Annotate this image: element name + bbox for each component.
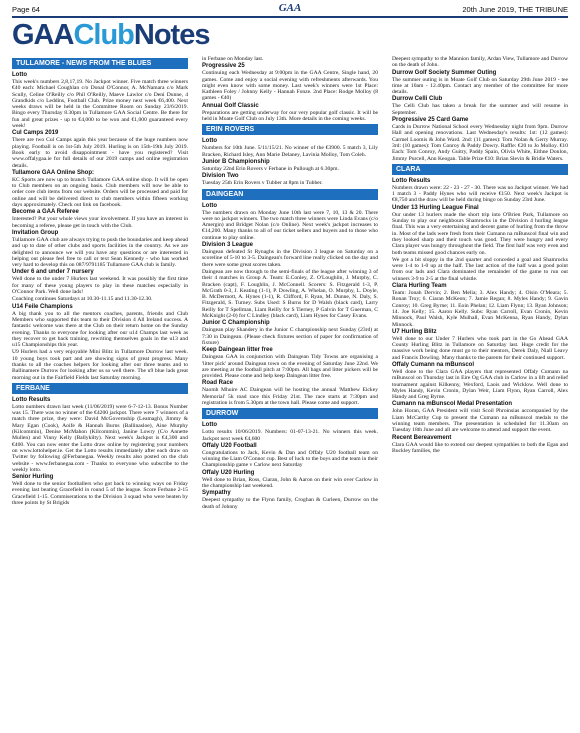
body-paragraph: Clara GAA would like to extend our deepest sympathies to both the Egan and Buckley families, the bbox=[392, 441, 568, 454]
header-rule bbox=[12, 16, 568, 18]
subheading: Lotto Results bbox=[392, 177, 431, 184]
subheading: Cul Camps 2019 bbox=[12, 130, 59, 137]
body-paragraph: Deepest sympathy to the Mannion family, Ardan View, Tullamore and Durrow on the death of John. bbox=[392, 56, 568, 69]
subheading: Offaly U20 Hurling bbox=[202, 469, 255, 476]
club-section-banner: DURROW bbox=[202, 408, 378, 419]
body-paragraph: Well done to Brian, Ross, Ciaran, John & Aaron on their win over Carlow in the championship last weekend. bbox=[202, 476, 378, 490]
subheading: Lotto bbox=[202, 202, 217, 209]
subheading: Progressive 25 bbox=[202, 63, 245, 70]
subheading: Durrow Golf Society Summer Outing bbox=[392, 69, 497, 76]
body-paragraph: Cards in Durrow National School every Wednesday night from 9pm. Durrow Hall and opening renovations. Last Wednesday's results: 1st: (12 games): Carmel Loomis & John Ward. 2nd: (11 games): Tom Nolan & Gerry Murray. 3rd: (10 games): Tom Conroy & Paddy Dowry. Raffle: €20 to Jo Molloy. €10 Each: Tom Conroy, Andy Guitry, Paddy Spain, Olivia White, Eithne Donlon, Jimmy Purcell, Ann Keogan. Table Prize €10: Brian Slevin & Bridie Waters. bbox=[392, 124, 568, 162]
body-paragraph: John Horan, GAA President will visit Scoil Phroinsias accompanied by the Liam McCarthy Cup to present the Cumann na mBunscol medals to the winning team members. The presentation is scheduled for 11.30am on Tuesday 18th June and all are welcome to attend and support the event. bbox=[392, 408, 568, 434]
body-paragraph: Tuesday 25th Erin Rovers v Tubber at 8pm in Tubber. bbox=[202, 180, 323, 187]
body-paragraph: Daingean play Shandery in the Junior C championship next Sunday (23rd) at 7:30 in Daingean. (Please check fixtures section of paper for confirmation of fixture) bbox=[202, 327, 378, 346]
masthead-gaa: GAA bbox=[12, 19, 74, 51]
column-1 bbox=[12, 56, 188, 729]
body-paragraph: There are two Cul Camps again this year because of the huge numbers now playing. Football is on 1st-5th July 2019. Hurling is on 15th-19th July 2019. Book early to avoid disappointment - have you registered? Visit www.offalygaa.ie for full details of our 2019 camps and online registration details. bbox=[12, 137, 188, 169]
subheading: Senior Hurling bbox=[12, 474, 54, 481]
subheading: Invitation Group bbox=[12, 229, 59, 236]
subheading: Junior B Championship bbox=[202, 158, 270, 165]
body-paragraph: This week's numbers 2,8,17,19. No Jackpot winner. Five match three winners €40 each: Michael Coughlan c/o Donal O'Connor, A. McNamara c/o Mark Scully, Celine O'Reilly c/o Phil O'Reilly, Maeve Lawlor c/o Deni Dunne, 4 Grandkids c/o Leddins, Football Club. Prize money next week €6,400. Next weeks draws will be held in the Committee Room on Sunday 23/6/2019. Bingo every Thursday 8.30pm in Tullamore GAA Social Centre. Be there for fun and great prizes - up to €4,000 to be won and €1,000 guaranteed every week! bbox=[12, 79, 188, 130]
subheading: Offaly U20 Football bbox=[202, 442, 257, 449]
subheading: Junior C Championship bbox=[202, 320, 270, 327]
body-paragraph: Lotto results 10/06/2019. Numbers: 01-07-13-21. No winners this week. Jackpot next week €4,600 bbox=[202, 429, 378, 442]
body-paragraph: Preparations are getting underway for our very popular golf classic. It will be held in Moate Golf Club on July 13th. More details in the coming weeks. bbox=[202, 109, 378, 123]
body-paragraph: Lotto numbers drawn last week (11/06/2019) were 6-7-12-13. Bonus Number was 15. There was no winner of the €4200 jackpot. There were 7 winners of a match three prize, they were: David McGovernship (Leamagh), Jimmy & Mary Egan (Cook), Aoife & Hannah Burns (Ballinasloe), Aine Murphy (Kilcommin), Denise McMahon (Kilcommin), Janine Lowry (C/o Annette Mullen) and Vinny Kelly (Ballykilty). Next week's Jackpot is €4,300 and €400. You can now enter the Lotto draw online by registering your numbers on www.lottohelper.ie. Get the Lotto results immediately after each draw on Twitter by following @Ferbanegaa. Weekly results also posted on the club website - www.ferbanegaa.com - Thanks to everyone who subscribe to the weekly lotto. bbox=[12, 403, 188, 473]
body-paragraph: Daingean defeated St Rynaghs in the Division 3 league on Saturday on a scoreline of 5-10 to 3-5. Daingean's forward line really clicked on the day and there were some great scores taken. bbox=[202, 249, 378, 268]
body-paragraph: U9 Hurlers had a very enjoyable Mini Blitz in Tullamore Durrow last week. 10 young boys took part and are showing signs of great progress. Many thanks to all the coaches helpers for looking after our three teams and to Ballinamere Durrow for looking after us so well there. The u9 blue lads great morning out in the Fairfield Fields last Saturday morning. bbox=[12, 349, 188, 381]
body-paragraph: The Celli Club has taken a break for the summer and will resume in September. bbox=[392, 103, 568, 116]
body-paragraph: Daingean GAA in conjunction with Daingean Tidy Towns are organising a 'litter pick' around Daingean town on the evening of Saturday June 22nd. We are meeting at the football pitch at 7:00pm. All bags and litter pickers will be provided. Please come and help keep Daingean litter free. bbox=[202, 354, 378, 380]
body-paragraph: Team: Jonah Dervin; 2. Ben Melia; 3. Alex Handy; 4. Oisin O'Meara; 5. Ronan Troy; 6. Ciaran McKeon; 7. Jamie Regan; 8. Myles Handy; 9. Gavin Conroy; 10. Greg Byrne; 11. Eoin Phelan; 12. Liam Flynn; 13. Ryan Johnson; 14. Joe Kelly; 15. Aaron Kelly. Subs: Ryan Carroll, Evan Cronin, Kevin Minnock, Paul Walsh, Kyle Mulhall, Evan McKenna, Ryan Handy, Dylan Minnock. bbox=[392, 290, 568, 328]
subheading: Road Race bbox=[202, 380, 234, 387]
body-paragraph: Well done to the Clara GAA players that represented Offaly Cumann na mBunscol on Thursday last in Eire Og GAA club in Carlow in a lift and relief tournament against Kilkenny, Wexford, Laois and Wicklow. Well done to Myles Handy, Kevin Cronin, Dylan Weir, Liam Flynn, Ryan Carroll, Alex Handy and Greg Byrne. bbox=[392, 368, 568, 401]
body-paragraph: Deepest sympathy to the Flynn family, Croghan & Curleen, Durrow on the death of Johnny bbox=[202, 497, 378, 510]
body-paragraph: in Ferbane on Monday last. bbox=[202, 56, 264, 62]
body-paragraph: Congratulations to Jack, Kevin & Dan and Offaly U20 football team on winning the Liam O'Connor cup. Best of luck to the boys and the team in their Championship game v Carlow next Saturday bbox=[202, 449, 378, 469]
subheading: Clara Hurling Team bbox=[392, 283, 447, 290]
subheading: Lotto bbox=[202, 138, 217, 145]
subheading: Progressive 25 Card Game bbox=[392, 117, 469, 124]
subheading: U14 Feile Champions bbox=[12, 303, 73, 310]
masthead-club: Club bbox=[73, 19, 134, 51]
section-title: GAA bbox=[278, 2, 302, 14]
body-paragraph: Coaching continues Saturdays at 10.30-11.15 and 11.30-12.30. bbox=[12, 296, 153, 303]
body-paragraph: Daingean are now through to the semi-finals of the league after winning 3 of their 4 matches in Group A. Team: E.Conley, Z. O'Loughlin, J. Murphy, C. Bracken (capt), F. Loughlin, J. McConnell. Scorers: S. Fitzgerald 1-3, P. McGrath 0-3, J. Keating (1-1), P. Dowling, A. Whelan, O. Murphy, L. Doyle, B. McDermott, A. Hynes (1-1), R. Clifford, F. Ryan, M. Dunne, N. Daly, S. Fitzgerald, S. Turney. Subs Used: S Burns for D Walsh (black card), Larry Reilly for T Spellman, Liam Reilly for S Tierney, P Galvin for T Guerman, C McKnight (2-0) for C Lindley (black card), Liam Hynes for Casey Evans. bbox=[202, 268, 378, 320]
body-paragraph: Well done to our Under 7 Hurlers who took part in the Go Ahead GAA County Hurling Blitz in Tullamore on Saturday last. Huge credit for the massive work being done must go to their mentors, Derek Daly, Niall Leavy and Francis Dowling. Many thanks to the parents for their continued support. bbox=[392, 335, 568, 361]
subheading: Sympathy bbox=[202, 490, 231, 497]
subheading: U7 Hurling Blitz bbox=[392, 328, 437, 335]
body-paragraph: Well done to the under 7 Hurlers last weekend. It was possibly the first time for many of these young players to play in these matches especially in O'Connor Park. Well done lads! bbox=[12, 276, 188, 296]
body-paragraph: KC Sports are now up to branch Tullamore GAA online shop. It will be open to Club members on an ongoing basis. Club members will now be able to order core club items from our website. Orders will be processed and paid for online and will be delivered direct to club members within fifteen working days approximately. Check out link on facebook. bbox=[12, 176, 188, 209]
subheading: Offaly Cumann na mBunscol bbox=[392, 361, 475, 368]
subheading: Under 13 Hurling League Final bbox=[392, 204, 479, 211]
body-paragraph: Naomh Mhuire AC Daingean will be hosting the annual 'Matthew Eickey Memorial' 5k road race this Friday 21st. The race starts at 7:30pm and registration is from 5.30pm at the town hall. Please come and support. bbox=[202, 387, 378, 406]
subheading: Durrow Celli Club bbox=[392, 96, 443, 103]
body-paragraph: Numbers for 10th June. 5/11/15/21. No winner of the €3900. 5 match 3, Lily Bracken, Richard Isley, Ann Marie Delaney, Lavinia Molloy, Tom Coleh. bbox=[202, 145, 378, 158]
club-section-banner: CLARA bbox=[392, 164, 568, 175]
club-section-banner: ERIN ROVERS bbox=[202, 124, 378, 135]
subheading: Under 6 and under 7 nursery bbox=[12, 269, 94, 276]
subheading: Tullamore GAA Online Shop: bbox=[12, 169, 95, 176]
issue-date: 20th June 2019, THE TRIBUNE bbox=[462, 5, 568, 14]
subheading: Annual Golf Classic bbox=[202, 102, 259, 109]
subheading: Become a GAA Referee bbox=[12, 209, 79, 216]
column-2 bbox=[202, 56, 378, 729]
club-section-banner: DAINGEAN bbox=[202, 189, 378, 200]
body-paragraph: Our under 13 hurlers made the short trip into O'Brien Park, Tullamore on Sunday to play our neighbours Shamrocks in the Division 4 hurling league final. This was a very entertaining and decent game of hurling from the throw in. Most of the lads were fresh from their Cumann na mBunscol final win and they looked sharp and their touch was good. They were hungry and every Clara player was hungry throughout the field. The first half was very even and both teams missed good chances early on. bbox=[392, 211, 568, 256]
body-paragraph: Saturday 22nd Erin Rovers v Ferbane in Pullough at 6.30pm. bbox=[202, 165, 339, 172]
body-paragraph: A big thank you to all the mentors coaches, parents, friends and Club Members who supported this team to their Division 4 All Ireland success. A fantastic welcome was there at the Club on their return home on the Sunday evening. Thanks to everyone for looking after our u14 Champs last week as they recover to get back training, rewriting themselves goals in the u13 and u15 Championships this year. bbox=[12, 310, 188, 349]
club-section-banner: TULLAMORE - NEWS FROM THE BLUES bbox=[12, 58, 188, 69]
body-paragraph: Continuing each Wednesday at 9:00pm in the GAA Centre, Single hand, 20 games. Come and enjoy a social evening with refreshments afterwards. You might even know with some money. Last week's winners were 1st Place: Kathleen Foley / Johnny Kelly - Hannah Fonze. 2nd Place: Rodge Molloy (8 games - €40) bbox=[202, 70, 378, 102]
subheading: Division 3 League bbox=[202, 242, 254, 249]
body-paragraph: Interested? Put your whole views your involvement. If you have an interest in becoming a referee, please get in touch with the Club. bbox=[12, 216, 188, 229]
page-header bbox=[12, 4, 568, 16]
club-section-banner: FERBANE bbox=[12, 383, 188, 394]
subheading: Division Two bbox=[202, 173, 239, 180]
column-3 bbox=[392, 56, 568, 729]
body-paragraph: Well done to the senior footballers who got back to winning ways on Friday evening last beating Gracefield in round 5 of the league. Score Ferbane 2-15 Gracefield 1-15. Commiserations to the Division 3 squad who were beaten by three points by St Brigids bbox=[12, 481, 188, 507]
body-paragraph: Tullamore GAA club are always trying to push the boundaries and keep ahead and up to date of other clubs and sports facilities in the country. As we are delighted to announce we will you have any questions or are interested in helping out please feel free to call or text Sean Kennedy - who has worked very hard to develop this on 087/9791185 Tullamore GAA club is family. bbox=[12, 236, 188, 269]
body-paragraph: The summer outing is in Moate Golf Club on Saturday 29th June 2019 - tee time at 10am - 12.40pm. Contact any member of the committee for more details. bbox=[392, 76, 568, 96]
body-paragraph: The numbers drawn on Monday June 10th last were 7, 10, 13 & 20. There were no jackpot winners. The two match three winners were Linda Evans (c/o Amergin) and Bridget Nolan (c/o Online). Next week's jackpot increases to €14,200. Many thanks to all of our ticket sellers and buyers and to those who continue to play online. bbox=[202, 209, 378, 241]
subheading: Cumann na mBunscol Medal Presentation bbox=[392, 401, 513, 408]
body-paragraph: We got a bit sloppy in the 2nd quarter and conceded a goal and Shamrocks were 1-4 to 1-0 up at the half. The last action of the half was a good point from our lads and Clara dominated the remainder of the game to run out winners 3-9 to 2-5 at the final whistle. bbox=[392, 256, 568, 282]
subheading: Keep Daingean litter free bbox=[202, 347, 273, 354]
subheading: Lotto bbox=[202, 422, 217, 429]
subheading: Recent Bereavement bbox=[392, 434, 452, 441]
masthead bbox=[12, 20, 209, 50]
subheading: Lotto bbox=[12, 72, 27, 78]
masthead-notes: Notes bbox=[133, 19, 210, 51]
subheading: Lotto Results bbox=[12, 396, 51, 403]
body-paragraph: Numbers drawn were: 22 - 23 - 27 - 30. There was no Jackpot winner. We had 1 match 3 - Paddy Hynes who will receive €150. Next week's Jackpot is €8,750 and the draw will be held during bingo on Sunday 23rd June. bbox=[392, 184, 568, 204]
page-number: Page 64 bbox=[12, 5, 40, 14]
